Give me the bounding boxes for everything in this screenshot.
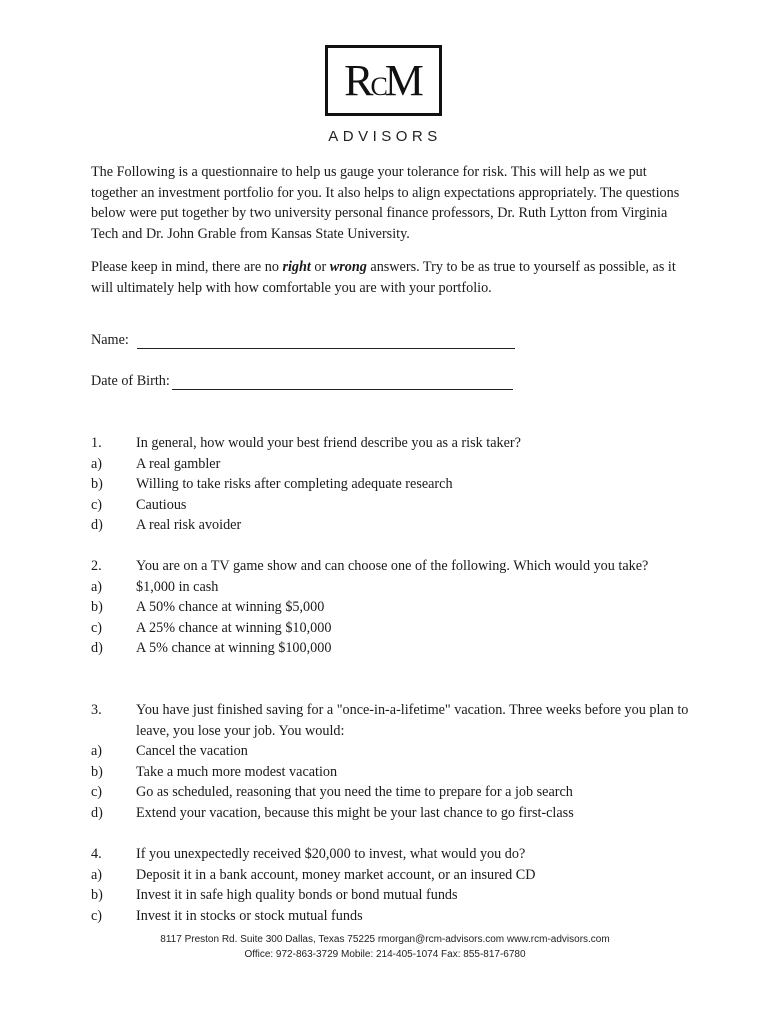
dob-label: Date of Birth: <box>91 373 170 389</box>
question-text: 2. You are on a TV game show and can choose one of the following. Which would you take? <box>91 558 649 574</box>
answer-option[interactable]: a) Cancel the vacation <box>91 743 248 760</box>
footer-phones: Office: 972-863-3729 Mobile: 214-405-1074 Fax: 855-817-6780 <box>244 949 526 960</box>
answer-option[interactable]: b) Take a much more modest vacation <box>91 763 338 780</box>
logo-mark: R C M <box>344 55 423 105</box>
answer-option[interactable]: d) A 5% chance at winning $100,000 <box>91 640 332 657</box>
answer-option[interactable]: a) Deposit it in a bank account, money market account, or an insured CD <box>91 866 536 883</box>
dob-input-line[interactable] <box>172 375 513 390</box>
answer-option[interactable]: b) Invest it in safe high quality bonds or bond mutual funds <box>91 887 458 904</box>
answer-option[interactable]: d) A real risk avoider <box>91 517 242 534</box>
name-field <box>91 332 515 349</box>
intro-paragraph-2: Please keep in mind, there are no right or wrong answers. Try to be as true to yourself as possible, as it will ultimately help with how comfortable you are with your portfolio. <box>91 259 676 296</box>
question-4 <box>91 844 691 926</box>
intro-text <box>91 162 691 299</box>
page-footer <box>0 932 770 962</box>
answer-option[interactable]: a) A real gambler <box>91 455 221 472</box>
name-label: Name: <box>91 332 129 348</box>
question-3 <box>91 700 691 824</box>
question-2 <box>91 556 691 659</box>
answer-option[interactable]: c) A 25% chance at winning $10,000 <box>91 619 332 636</box>
answer-option[interactable]: c) Invest it in stocks or stock mutual funds <box>91 907 363 924</box>
answer-option[interactable]: c) Cautious <box>91 496 187 513</box>
question-1 <box>91 433 691 536</box>
logo-subtitle: ADVISORS <box>328 128 442 145</box>
dob-field <box>91 373 513 390</box>
rcm-logo <box>325 45 442 116</box>
answer-option[interactable]: a) $1,000 in cash <box>91 578 219 595</box>
intro-paragraph-1: The Following is a questionnaire to help us gauge your tolerance for risk. This will help as we put together an investment portfolio for you. It also helps to align expectations appropriately. The questions below were put together by two university personal finance professors, Dr. Ruth Lytton from Virginia Tech and Dr. John Grable from Kansas State University. <box>91 164 680 242</box>
question-text: 3. You have just finished saving for a "once-in-a-lifetime" vacation. Three weeks before you plan to leave, you lose your job. You would: <box>91 702 689 739</box>
question-text: 4. If you unexpectedly received $20,000 to invest, what would you do? <box>91 846 526 862</box>
answer-option[interactable]: b) Willing to take risks after completing adequate research <box>91 476 453 493</box>
name-input-line[interactable] <box>137 334 515 349</box>
question-text: 1. In general, how would your best friend describe you as a risk taker? <box>91 435 521 451</box>
answer-option[interactable]: d) Extend your vacation, because this might be your last chance to go first-class <box>91 804 574 821</box>
answer-option[interactable]: c) Go as scheduled, reasoning that you need the time to prepare for a job search <box>91 784 573 801</box>
footer-address: 8117 Preston Rd. Suite 300 Dallas, Texas 75225 rmorgan@rcm-advisors.com www.rcm-advisors.com <box>160 934 610 945</box>
answer-option[interactable]: b) A 50% chance at winning $5,000 <box>91 599 325 616</box>
